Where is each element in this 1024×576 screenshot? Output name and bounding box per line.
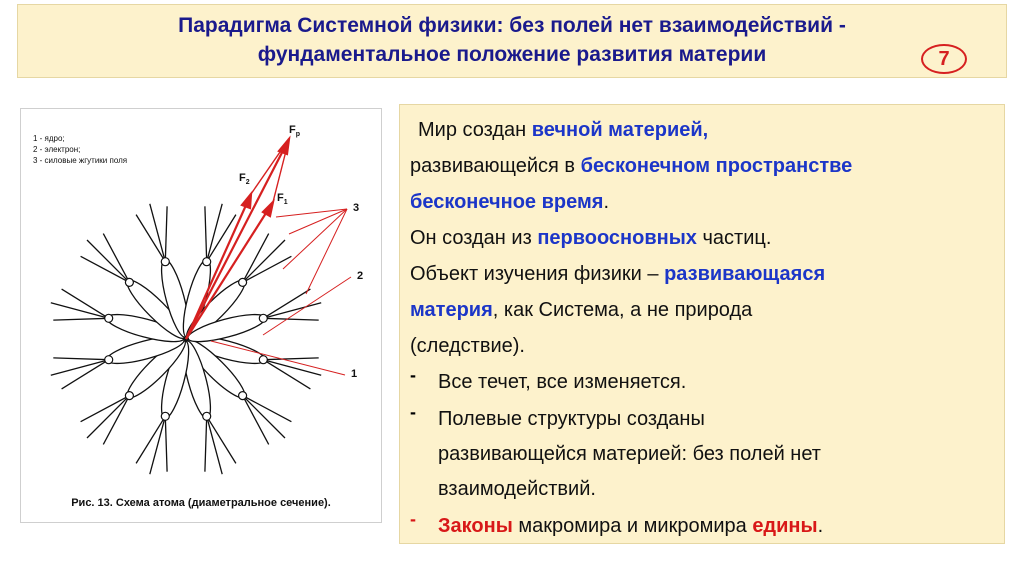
line-2: развивающейся в бесконечном пространстве [410, 155, 853, 177]
force-vectors [186, 139, 289, 339]
callout-2: 2 [357, 270, 364, 282]
line-5: Объект изучения физики – развивающаяся [410, 263, 826, 285]
field-ray [263, 318, 318, 320]
vector-fp [186, 139, 289, 339]
line-4: Он создан из первоосновных частиц. [410, 227, 772, 249]
electron [259, 314, 267, 322]
electron [125, 392, 133, 400]
electron [203, 258, 211, 266]
line-1: Мир создан вечной материей, [418, 119, 709, 141]
electron [161, 258, 169, 266]
electron [105, 356, 113, 364]
field-ray [62, 360, 109, 389]
title-line-2: фундаментальное положение развития материи [257, 43, 767, 66]
label-f1: F [277, 192, 284, 204]
line-6: материя, как Система, а не природа [410, 299, 753, 321]
field-ray [136, 416, 165, 463]
field-ray [207, 416, 236, 463]
electron [239, 278, 247, 286]
field-ray [136, 215, 165, 262]
bullet-2-line-2: развивающейся материей: без полей нет [438, 443, 821, 465]
label-f2: F [239, 172, 246, 184]
slide-number-badge: 7 [921, 44, 967, 74]
electron [239, 392, 247, 400]
electron [259, 356, 267, 364]
field-ray [62, 289, 109, 318]
callout-1: 1 [351, 368, 358, 380]
title-box [17, 4, 1007, 78]
atom-diagram [21, 109, 383, 524]
title-line-1: Парадигма Системной физики: без полей нет взаимодействий - [178, 14, 846, 37]
field-ray [51, 360, 109, 376]
line-3: бесконечное время. [410, 191, 609, 213]
field-ray [205, 206, 207, 261]
legend-item-nucleus: 1 - ядро; [33, 134, 65, 143]
callout-3: 3 [353, 202, 360, 214]
field-ray [207, 204, 223, 262]
field-ray [165, 206, 167, 261]
field-ray [165, 416, 167, 471]
legend-item-field: 3 - силовые жгутики поля [33, 156, 128, 165]
electron [161, 412, 169, 420]
label-f2-sub: 2 [245, 179, 250, 186]
figure-caption: Рис. 13. Схема атома (диаметральное сечение). [71, 497, 331, 509]
electron [125, 278, 133, 286]
label-fp: F [289, 124, 296, 136]
field-ray [205, 416, 207, 471]
svg-text:F1 [277, 192, 288, 206]
field-ray [53, 318, 108, 320]
bullet-dash-1: - [410, 365, 416, 385]
field-ray [207, 416, 223, 474]
text-panel [399, 104, 1005, 544]
bullet-2-line-1: Полевые структуры созданы [438, 408, 705, 430]
field-ray [263, 289, 310, 318]
bullet-dash-2: - [410, 402, 416, 422]
label-f1-sub: 1 [283, 199, 288, 206]
bullet-1: Все течет, все изменяется. [438, 371, 687, 393]
line-7: (следствие). [410, 335, 525, 357]
vector-link [251, 139, 289, 194]
field-ray [53, 358, 108, 360]
atom-figure [20, 108, 382, 523]
field-ray [243, 240, 285, 282]
field-ray [51, 303, 109, 319]
field-ray [87, 396, 129, 438]
vector-f2-arrowhead [242, 194, 251, 208]
field-ray [150, 204, 166, 262]
field-ray [150, 416, 166, 474]
label-fp-sub: p [295, 131, 301, 138]
figure-legend [33, 133, 127, 166]
bullet-2-line-3: взаимодействий. [438, 478, 596, 500]
bullet-dash-3: - [410, 509, 416, 529]
bullet-3: Законы макромира и микромира едины. [438, 515, 824, 537]
electron [105, 314, 113, 322]
vector-f1-arrowhead [263, 202, 273, 216]
electron [203, 412, 211, 420]
svg-text:F2 [239, 172, 250, 186]
field-ray [87, 240, 129, 282]
svg-text:Fp [289, 124, 300, 138]
field-ray [243, 396, 285, 438]
legend-item-electron: 2 - электрон; [33, 145, 81, 154]
field-ray [263, 358, 318, 360]
